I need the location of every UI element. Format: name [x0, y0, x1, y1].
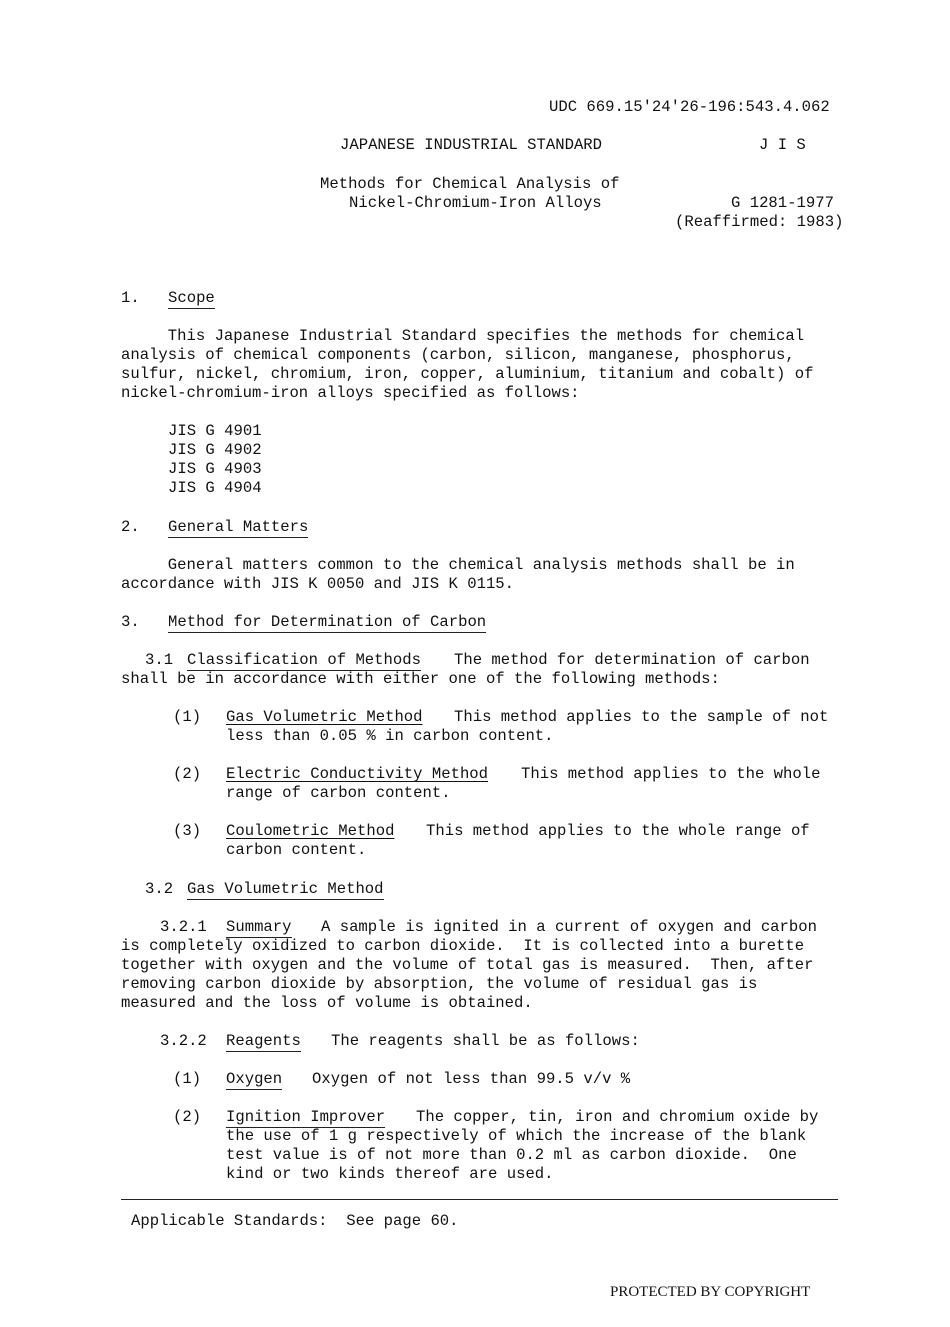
- s321-text-line1: A sample is ignited in a current of oxygen and carbon: [321, 918, 817, 936]
- s322-text: The reagents shall be as follows:: [331, 1032, 640, 1050]
- method-text: This method applies to the whole range of: [426, 822, 810, 840]
- method-label: (1): [173, 708, 202, 726]
- method-label: (2): [173, 765, 202, 783]
- standard-item: JIS G 4904: [168, 479, 262, 497]
- method-text-cont: carbon content.: [226, 841, 367, 859]
- applicable-standards: Applicable Standards: See page 60.: [131, 1212, 459, 1230]
- doc-title-line1: Methods for Chemical Analysis of: [320, 175, 620, 193]
- reagent-label: (1): [173, 1070, 202, 1088]
- reaffirmed-date: (Reaffirmed: 1983): [675, 213, 844, 231]
- reagent-text: Oxygen of not less than 99.5 v/v %: [312, 1070, 631, 1088]
- s32-number: 3.2: [145, 880, 174, 898]
- s31-number: 3.1: [145, 651, 174, 669]
- s321-title: Summary: [226, 918, 292, 936]
- s321-text-rest: is completely oxidized to carbon dioxide. It is collected into a burette together with oxygen and the volume of total gas is measured. Then, after removing carbon dioxide by absorption, the volume of residual gas is measured and the loss of volume is obtained.: [121, 937, 814, 1012]
- footer-divider: [121, 1199, 838, 1200]
- method-title: Coulometric Method: [226, 822, 395, 840]
- section3-title: Method for Determination of Carbon: [168, 613, 487, 631]
- reagent-title: Ignition Improver: [226, 1108, 386, 1126]
- method-text: This method applies to the sample of not: [454, 708, 829, 726]
- standard-item: JIS G 4901: [168, 422, 262, 440]
- method-text: This method applies to the whole: [521, 765, 821, 783]
- reagent-text-cont: the use of 1 g respectively of which the increase of the blank test value is of not more than 0.2 ml as carbon dioxide. One kind or two kinds thereof are used.: [226, 1127, 807, 1183]
- section3-number: 3.: [121, 613, 140, 631]
- reagent-title: Oxygen: [226, 1070, 283, 1088]
- standard-org: JAPANESE INDUSTRIAL STANDARD: [340, 136, 603, 154]
- doc-title-line2: Nickel-Chromium-Iron Alloys: [349, 194, 602, 212]
- reagent-text: The copper, tin, iron and chromium oxide by: [416, 1108, 819, 1126]
- jis-mark: J I S: [759, 136, 806, 154]
- method-label: (3): [173, 822, 202, 840]
- s31-text-line2: shall be in accordance with either one of the following methods:: [121, 670, 720, 688]
- method-title: Electric Conductivity Method: [226, 765, 489, 783]
- s322-title: Reagents: [226, 1032, 301, 1050]
- udc-code: UDC 669.15'24'26-196:543.4.062: [549, 98, 830, 116]
- section1-title: Scope: [168, 289, 215, 307]
- s31-title: Classification of Methods: [187, 651, 421, 669]
- s31-text-line1: The method for determination of carbon: [454, 651, 810, 669]
- section2-title: General Matters: [168, 518, 309, 536]
- reagent-label: (2): [173, 1108, 202, 1126]
- method-text-cont: range of carbon content.: [226, 784, 451, 802]
- standard-number: G 1281-1977: [731, 194, 834, 212]
- standard-item: JIS G 4903: [168, 460, 262, 478]
- section1-paragraph: This Japanese Industrial Standard specifies the methods for chemical analysis of chemical components (carbon, silicon, manganese, phosphorus, sulfur, nickel, chromium, iron, copper, aluminium, titanium and cobalt) of nickel-chromium-iron alloys specified as follows:: [121, 327, 814, 402]
- standard-item: JIS G 4902: [168, 441, 262, 459]
- section2-number: 2.: [121, 518, 140, 536]
- method-title: Gas Volumetric Method: [226, 708, 423, 726]
- method-text-cont: less than 0.05 % in carbon content.: [226, 727, 554, 745]
- section1-number: 1.: [121, 289, 140, 307]
- s321-number: 3.2.1: [160, 918, 207, 936]
- s32-title: Gas Volumetric Method: [187, 880, 384, 898]
- copyright-notice: PROTECTED BY COPYRIGHT: [610, 1284, 811, 1300]
- section2-paragraph: General matters common to the chemical analysis methods shall be in accordance with JIS K 0050 and JIS K 0115.: [121, 556, 795, 593]
- s322-number: 3.2.2: [160, 1032, 207, 1050]
